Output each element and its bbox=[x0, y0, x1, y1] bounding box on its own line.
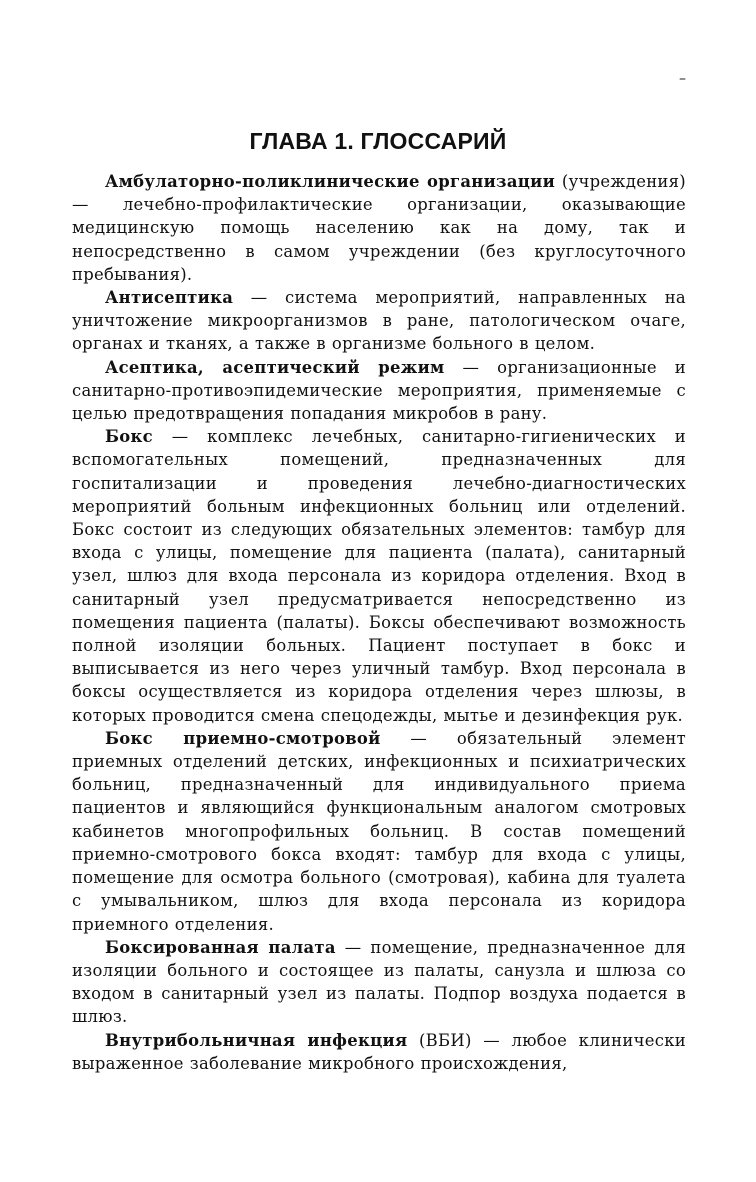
glossary-definition: (ВБИ) — любое клинически выраженное заболевание микробного происхождения, bbox=[72, 1030, 686, 1073]
glossary-entry-boxed-ward bbox=[72, 936, 686, 1029]
glossary-entry-ambulatory bbox=[72, 170, 686, 286]
glossary-entry-box bbox=[72, 425, 686, 727]
glossary-body bbox=[72, 170, 686, 1075]
glossary-definition: (учреждения) — лечебно-профилактические организации, оказывающие медицинскую помощь населению как на дому, так и непосредственно в самом учреждении (без круглосуточного пребывания). bbox=[72, 172, 686, 284]
glossary-entry-antiseptics bbox=[72, 286, 686, 356]
chapter-title: ГЛАВА 1. ГЛОССАРИЙ bbox=[249, 128, 507, 154]
glossary-entry-reception-box bbox=[72, 727, 686, 936]
glossary-term: Асептика, асептический режим bbox=[105, 357, 445, 377]
glossary-term: Бокс bbox=[105, 427, 153, 447]
glossary-term: Боксированная палата bbox=[105, 937, 336, 957]
glossary-term: Бокс приемно-смотровой bbox=[105, 728, 381, 748]
glossary-entry-asepsis bbox=[72, 356, 686, 426]
page-header-mark: – bbox=[679, 71, 686, 87]
glossary-term: Внутрибольничная инфекция bbox=[105, 1030, 408, 1050]
glossary-term: Амбулаторно-поликлинические организации bbox=[105, 172, 556, 191]
glossary-entry-hospital-infection bbox=[72, 1029, 686, 1075]
glossary-definition: — комплекс лечебных, санитарно-гигиенических и вспомогательных помещений, предназначенных для госпитализации и проведения лечебно-диагностических мероприятий больным инфекционных больниц или отделений. Бокс состоит из следующих обязательных элементов: тамбур для входа с улицы, помещение для пациента (палата), санитарный узел, шлюз для входа персонала из коридора отделения. Вход в санитарный узел предусматривается непосредственно из помещения пациента (палаты). Боксы обеспечивают возможность полной изоляции больных. Пациент поступает в бокс и выписывается из него через уличный тамбур. Вход персонала в боксы осуществляется из коридора отделения через шлюзы, в которых проводится смена спецодежды, мытье и дезинфекция рук. bbox=[72, 427, 686, 725]
glossary-definition: — организационные и санитарно-противоэпидемические мероприятия, применяемые с целью предотвращения попадания микробов в рану. bbox=[72, 357, 686, 424]
glossary-definition: — обязательный элемент приемных отделений детских, инфекционных и психиатрических больниц, предназначенный для индивидуального приема пациентов и являющийся функциональным аналогом смотровых кабинетов многопрофильных больниц. В состав помещений приемно-смотрового бокса входят: тамбур для входа с улицы, помещение для осмотра больного (смотровая), кабина для туалета с умывальником, шлюз для входа персонала из коридора приемного отделения. bbox=[72, 728, 686, 934]
glossary-definition: — помещение, предназначенное для изоляции больного и состоящее из палаты, санузла и шлюза со входом в санитарный узел из палаты. Подпор воздуха подается в шлюз. bbox=[72, 937, 686, 1027]
glossary-term: Антисептика bbox=[105, 288, 234, 308]
glossary-definition: — система мероприятий, направленных на уничтожение микроорганизмов в ране, патологическом очаге, органах и тканях, а также в организме больного в целом. bbox=[72, 288, 686, 354]
